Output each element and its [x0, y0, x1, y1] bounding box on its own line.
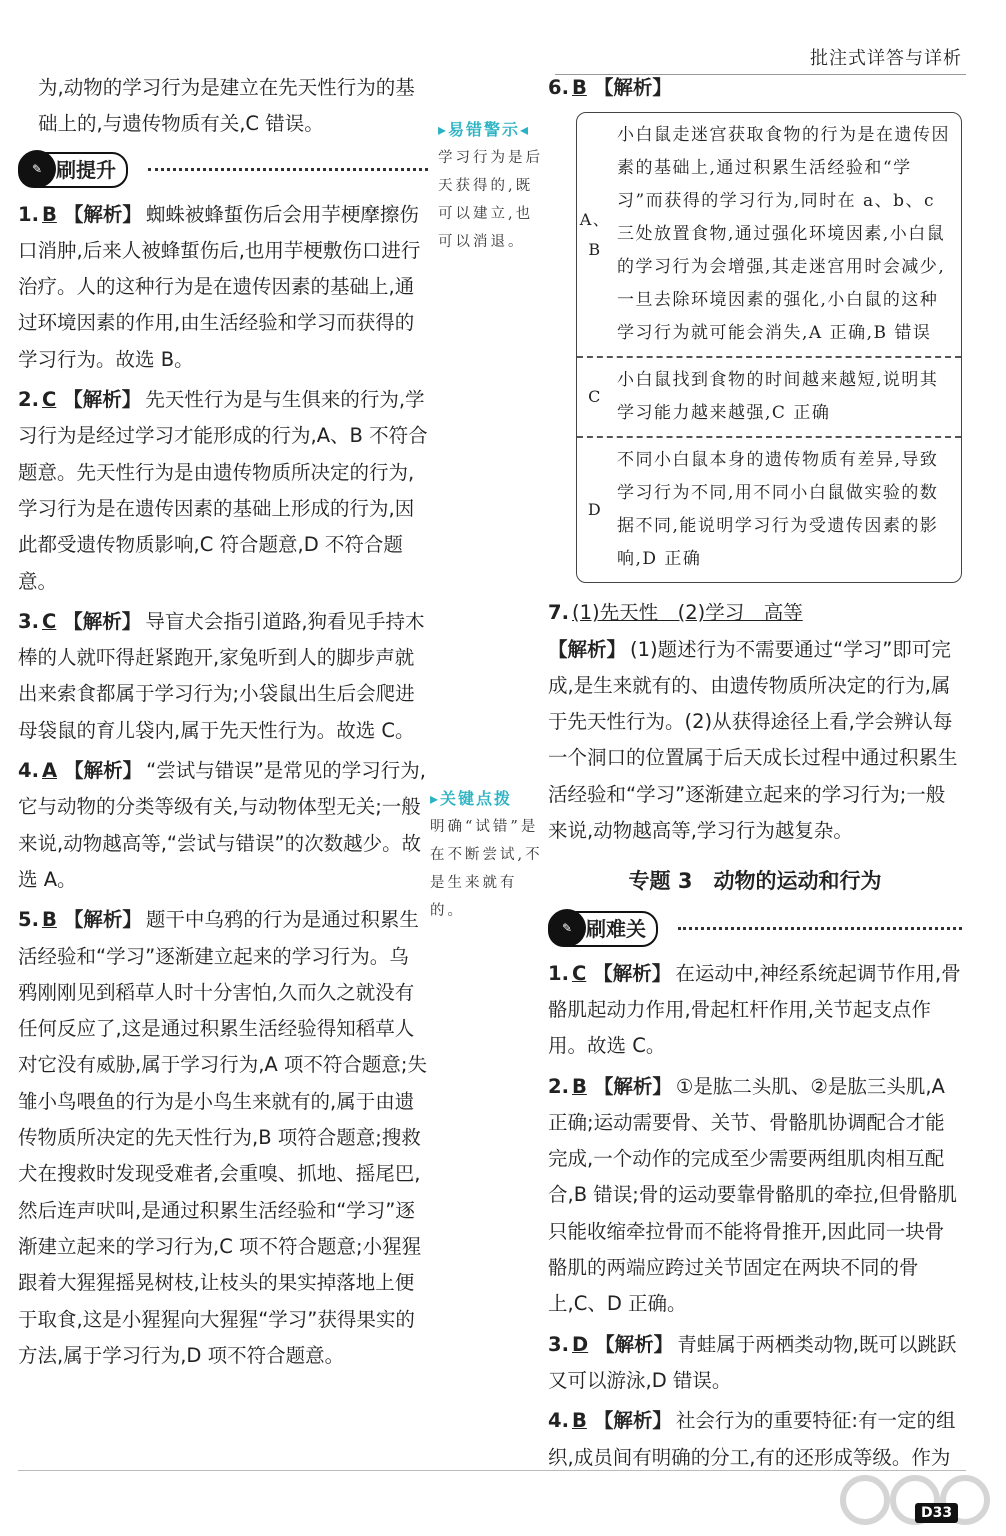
analysis-text: “尝试与错误”是常见的学习行为,它与动物的分类等级有关,与动物体型无关;一般来说,动物越高等,“尝试与错误”的次数越少。故选 A。: [18, 759, 426, 891]
analysis-label: 【解析】: [593, 1074, 672, 1098]
side-note-title: ▸易错警示◂: [438, 120, 531, 139]
answer-text: (1)先天性 (2)学习 高等: [571, 601, 803, 625]
analysis-text: 导盲犬会指引道路,狗看见手持木棒的人就吓得赶紧跑开,家兔听到人的脚步声就出来索食都属于学习行为;小袋鼠出生后会爬进母袋鼠的育儿袋内,属于先天性行为。故选 C。: [18, 609, 425, 742]
analysis-text: 青蛙属于两栖类动物,既可以跳跃又可以游泳,D 错误。: [548, 1332, 957, 1392]
analysis-text: 题干中乌鸦的行为是通过积累生活经验和“学习”逐渐建立起来的学习行为。乌鸦刚刚见到稻草人时十分害怕,久而久之就没有任何反应了,这是通过积累生活经验得知稻草人对它没有威胁,属于学习行为,A 项不符合题意;失雏小鸟喂鱼的行为是小鸟生来就有的,属于由遗传物质所决定的先天性行为,B 项符合题意;搜救犬在搜救时发现受难者,会重嗅、抓地、摇尾巴,然后连声吠叫,是通过积累生活经验和“学习”逐渐建立起来的学习行为,C 项不符合题意;小猩猩跟着大猩猩摇晃树枝,让枝头的果实掉落地上便于取食,这是小猩猩向大猩猩“学习”获得果实的方法,属于学习行为,D 项不符合题意。: [18, 908, 428, 1367]
analysis-label: 【解析】: [63, 609, 142, 633]
banner-label: 刷难关: [586, 916, 646, 941]
page-header: 批注式详答与详析: [810, 48, 962, 69]
answer-letter: C: [571, 961, 587, 985]
table-row: [577, 438, 961, 582]
side-note-key-point: [430, 785, 545, 925]
question-item: [548, 70, 962, 106]
analysis-label: 【解析】: [595, 1332, 674, 1356]
question-item: [18, 604, 428, 749]
table-row-text: 小白鼠走迷宫获取食物的行为是在遗传因素的基础上,通过积累生活经验和“学习”而获得的学习行为,同时在 a、b、c 三处放置食物,通过强化环境因素,小白鼠的学习行为会增强,其走迷宫用时会减少,一旦去除环境因素的强化,小白鼠的这种学习行为就可能会消失,A 正确,B 错误: [617, 125, 950, 344]
analysis-table: [576, 112, 962, 583]
banner-label: 刷提升: [56, 157, 116, 182]
question-number: 2.: [18, 388, 39, 412]
banner-badge: [548, 911, 658, 947]
analysis-text: ①是肱二头肌、②是肱三头肌,A 正确;运动需要骨、关节、骨骼肌协调配合才能完成,一个动作的完成至少需要两组肌肉相互配合,B 错误;骨的运动要靠骨骼肌的牵拉,但骨骼肌只能收缩牵拉骨而不能将骨推开,因此同一块骨骼肌的两端应跨过关节固定在两块不同的骨上,C、D 正确。: [548, 1074, 958, 1316]
analysis-text: (1)题述行为不需要通过“学习”即可完成,是生来就有的、由遗传物质所决定的行为,属于先天性行为。(2)从获得途径上看,学会辨认每一个洞口的位置属于后天成长过程中通过积累生活经验和“学习”逐渐建立起来的学习行为;一般来说,动物越高等,学习行为越复杂。: [548, 637, 958, 843]
intro-paragraph: 为,动物的学习行为是建立在先天性行为的基础上的,与遗传物质有关,C 错误。: [38, 76, 415, 136]
question-number: 7.: [548, 601, 569, 625]
question-number: 4.: [18, 759, 39, 783]
analysis-label: 【解析】: [548, 637, 627, 661]
question-item: [18, 902, 428, 1374]
pen-icon: ✎: [18, 150, 56, 188]
table-row-text: 小白鼠找到食物的时间越来越短,说明其学习能力越来越强,C 正确: [617, 370, 939, 424]
table-row: [577, 358, 961, 438]
table-row-label: A、B: [579, 209, 611, 259]
question-number: 1.: [548, 961, 569, 985]
analysis-label: 【解析】: [63, 388, 142, 412]
side-note-text: 明确“试错”是在不断尝试,不是生来就有的。: [430, 819, 543, 919]
answer-letter: B: [41, 908, 57, 932]
question-item: [548, 595, 962, 849]
analysis-text: 蜘蛛被蜂蜇伤后会用芋梗摩擦伤口消肿,后来人被蜂蜇伤后,也用芋梗敷伤口进行治疗。人的这种行为是在遗传因素的基础上,通过环境因素的作用,由生活经验和学习而获得的学习行为。故选 B。: [18, 202, 421, 371]
table-row-label: D: [587, 500, 603, 520]
side-note-text: 学习行为是后天获得的,既可以建立,也可以消退。: [438, 150, 543, 250]
question-number: 2.: [548, 1074, 569, 1098]
answer-letter: B: [571, 1074, 587, 1098]
table-row: [577, 113, 961, 358]
right-column: [548, 70, 962, 1480]
banner-shuananguan: [548, 908, 962, 948]
answer-letter: B: [41, 202, 57, 226]
page-number: D33: [915, 1503, 958, 1523]
question-item: [548, 1069, 962, 1323]
question-item: [548, 1403, 962, 1476]
answer-letter: D: [571, 1332, 589, 1356]
question-number: 6.: [548, 76, 569, 99]
question-item: [548, 956, 962, 1065]
question-number: 3.: [548, 1332, 569, 1356]
question-item: [548, 1327, 962, 1400]
answer-letter: B: [571, 76, 587, 99]
pen-icon: ✎: [548, 909, 586, 947]
analysis-label: 【解析】: [64, 759, 143, 783]
question-number: 5.: [18, 908, 39, 932]
answer-letter: C: [41, 388, 57, 412]
analysis-text: 社会行为的重要特征:有一定的组织,成员间有明确的分工,有的还形成等级。作为: [548, 1409, 956, 1469]
analysis-text: 在运动中,神经系统起调节作用,骨骼肌起动力作用,骨起杠杆作用,关节起支点作用。故选 C。: [548, 961, 961, 1058]
question-item: [18, 197, 428, 378]
analysis-text: 先天性行为是与生俱来的行为,学习行为是经过学习才能形成的行为,A、B 不符合题意。先天性行为是由遗传物质所决定的行为,学习行为是在遗传因素的基础上形成的行为,因此都受遗传物质影响,C 符合题意,D 不符合题意。: [18, 388, 428, 593]
analysis-label: 【解析】: [63, 908, 142, 932]
banner-shuatisheng: [18, 149, 428, 189]
table-row-text: 不同小白鼠本身的遗传物质有差异,导致学习行为不同,用不同小白鼠做实验的数据不同,能说明学习行为受遗传因素的影响,D 正确: [617, 450, 939, 570]
answer-letter: A: [41, 759, 58, 783]
table-row-label: C: [588, 387, 602, 407]
analysis-label: 【解析】: [63, 202, 142, 226]
question-item: [18, 753, 428, 898]
analysis-label: 【解析】: [593, 1409, 672, 1433]
dotted-divider: [148, 168, 428, 171]
banner-badge: [18, 152, 128, 188]
question-number: 4.: [548, 1409, 569, 1433]
section-title: 专题 3 动物的运动和行为: [628, 869, 882, 894]
side-note-error-warning: [438, 116, 550, 256]
side-note-title: ▸关键点拨: [430, 789, 513, 808]
footer-divider: [18, 1470, 966, 1471]
question-item: [18, 382, 428, 600]
left-column: [18, 70, 428, 1378]
answer-letter: C: [41, 609, 57, 633]
question-number: 1.: [18, 202, 39, 226]
analysis-label: 【解析】: [593, 76, 672, 99]
dotted-divider: [678, 927, 962, 930]
analysis-label: 【解析】: [593, 961, 672, 985]
answer-letter: B: [571, 1409, 587, 1433]
question-number: 3.: [18, 609, 39, 633]
